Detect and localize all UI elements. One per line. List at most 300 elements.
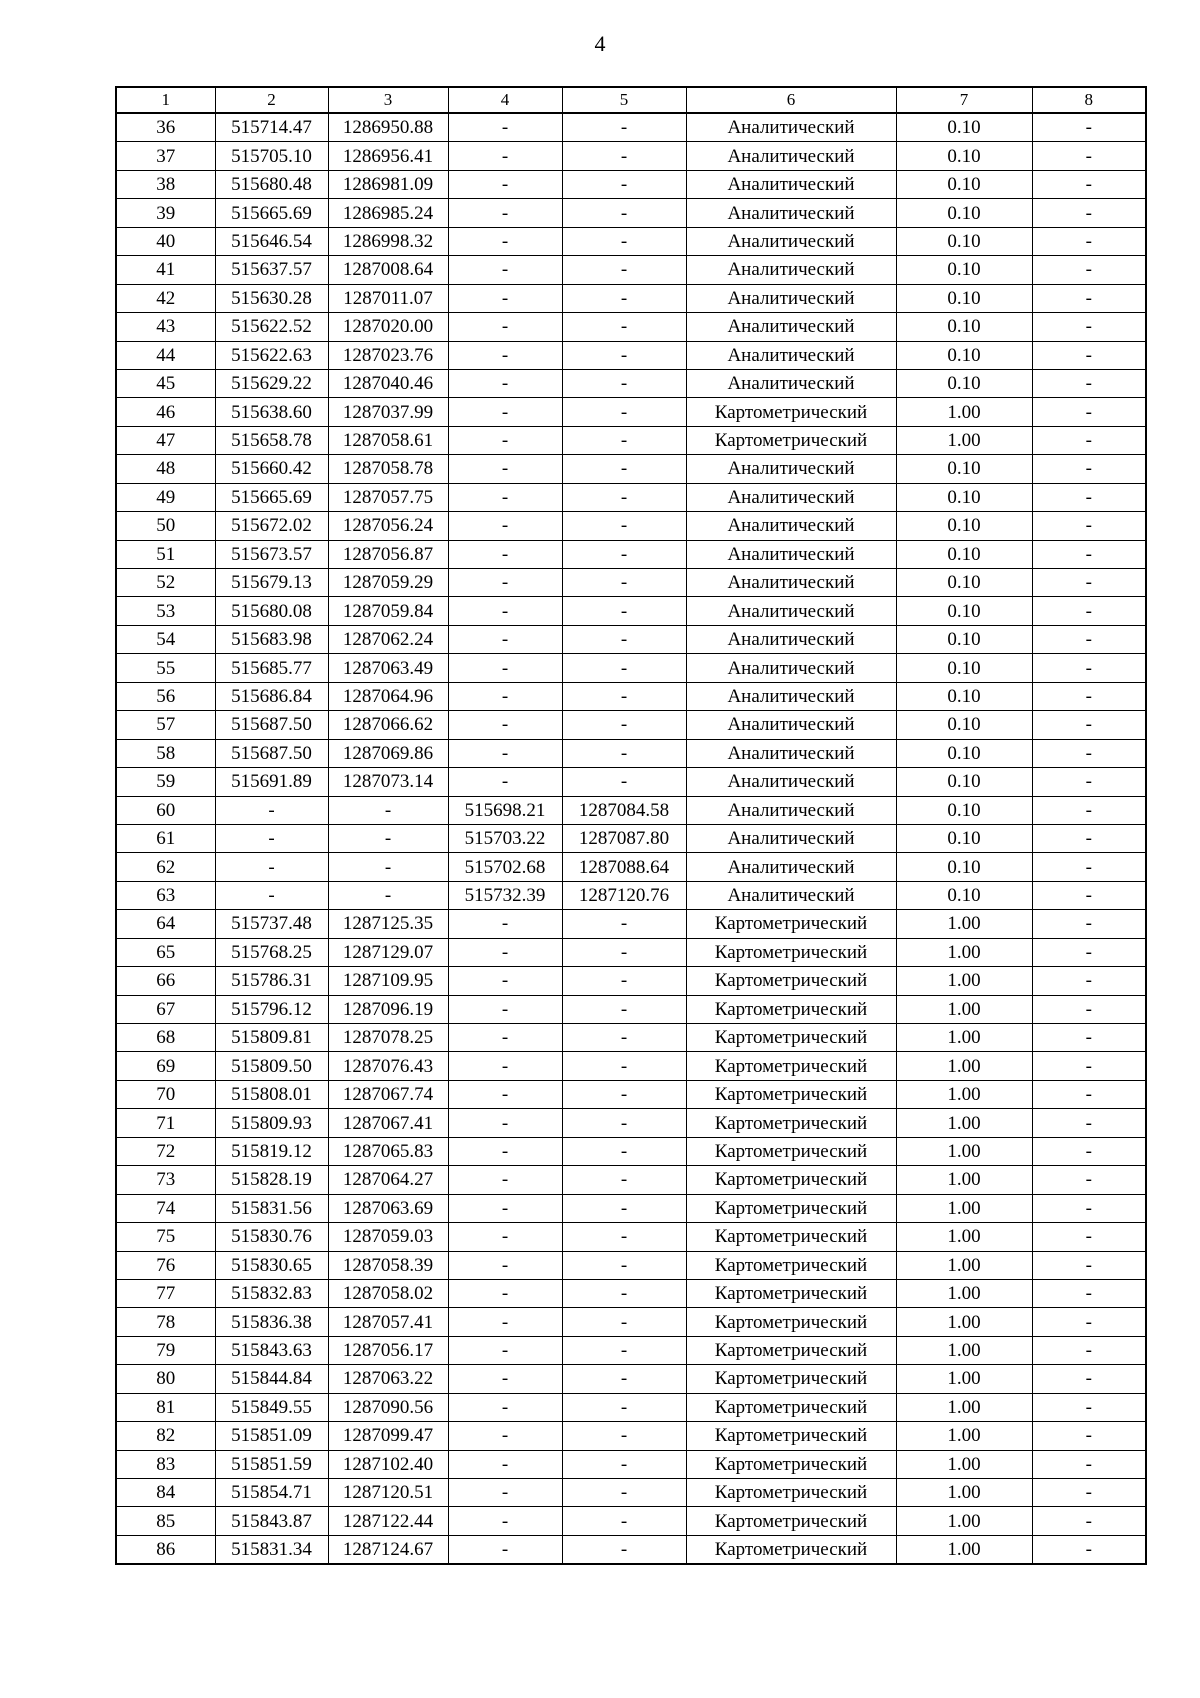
table-row	[116, 369, 1146, 397]
table-cell-col-8: -	[1032, 1166, 1146, 1194]
table-cell-col-4: -	[448, 483, 562, 511]
table-cell-col-1: 72	[116, 1137, 215, 1165]
table-cell-col-3: 1287124.67	[328, 1535, 448, 1564]
table-cell-col-7: 1.00	[896, 995, 1032, 1023]
table-cell-col-3: 1287020.00	[328, 313, 448, 341]
table-cell-col-8: -	[1032, 540, 1146, 568]
table-cell-col-2: 515809.81	[215, 1024, 328, 1052]
table-cell-col-8: -	[1032, 796, 1146, 824]
table-cell-col-1: 47	[116, 426, 215, 454]
table-cell-col-7: 0.10	[896, 625, 1032, 653]
table-cell-col-3: 1287064.96	[328, 682, 448, 710]
table-cell-col-1: 66	[116, 967, 215, 995]
table-cell-col-4: -	[448, 569, 562, 597]
table-cell-col-6: Картометрический	[686, 910, 896, 938]
table-row	[116, 1166, 1146, 1194]
table-cell-col-6: Аналитический	[686, 170, 896, 198]
table-cell-col-1: 75	[116, 1223, 215, 1251]
table-cell-col-5: -	[562, 1052, 686, 1080]
table-cell-col-8: -	[1032, 1024, 1146, 1052]
table-cell-col-5: -	[562, 1422, 686, 1450]
column-header-1: 1	[116, 87, 215, 113]
table-cell-col-3: 1286998.32	[328, 227, 448, 255]
table-cell-col-7: 0.10	[896, 853, 1032, 881]
table-cell-col-7: 0.10	[896, 796, 1032, 824]
table-cell-col-4: -	[448, 227, 562, 255]
table-row	[116, 142, 1146, 170]
table-cell-col-8: -	[1032, 398, 1146, 426]
table-cell-col-5: -	[562, 1479, 686, 1507]
table-cell-col-3: 1287063.49	[328, 654, 448, 682]
table-cell-col-4: -	[448, 512, 562, 540]
table-cell-col-7: 0.10	[896, 597, 1032, 625]
table-cell-col-6: Аналитический	[686, 113, 896, 142]
table-cell-col-7: 0.10	[896, 682, 1032, 710]
table-cell-col-5: -	[562, 938, 686, 966]
table-cell-col-7: 0.10	[896, 881, 1032, 909]
table-cell-col-2: -	[215, 853, 328, 881]
table-cell-col-7: 1.00	[896, 910, 1032, 938]
table-cell-col-7: 0.10	[896, 170, 1032, 198]
table-cell-col-8: -	[1032, 142, 1146, 170]
table-cell-col-5: -	[562, 1336, 686, 1364]
table-cell-col-8: -	[1032, 483, 1146, 511]
table-cell-col-2: -	[215, 881, 328, 909]
table-cell-col-6: Картометрический	[686, 1223, 896, 1251]
table-cell-col-2: 515629.22	[215, 369, 328, 397]
table-cell-col-4: -	[448, 1137, 562, 1165]
table-cell-col-5: -	[562, 512, 686, 540]
table-cell-col-6: Аналитический	[686, 313, 896, 341]
table-cell-col-3: 1287099.47	[328, 1422, 448, 1450]
table-cell-col-7: 0.10	[896, 227, 1032, 255]
table-cell-col-4: -	[448, 113, 562, 142]
table-cell-col-2: -	[215, 796, 328, 824]
table-cell-col-1: 85	[116, 1507, 215, 1535]
table-cell-col-1: 37	[116, 142, 215, 170]
table-cell-col-5: -	[562, 1251, 686, 1279]
table-cell-col-6: Картометрический	[686, 1279, 896, 1307]
table-cell-col-3: 1287066.62	[328, 711, 448, 739]
table-cell-col-5: -	[562, 768, 686, 796]
table-cell-col-6: Аналитический	[686, 256, 896, 284]
table-cell-col-4: 515703.22	[448, 824, 562, 852]
table-cell-col-3: 1287057.75	[328, 483, 448, 511]
table-cell-col-5: -	[562, 1279, 686, 1307]
table-cell-col-3: 1287063.22	[328, 1365, 448, 1393]
table-row	[116, 1109, 1146, 1137]
table-cell-col-2: 515680.08	[215, 597, 328, 625]
table-cell-col-1: 61	[116, 824, 215, 852]
table-cell-col-2: 515831.56	[215, 1194, 328, 1222]
table-cell-col-6: Картометрический	[686, 1507, 896, 1535]
table-cell-col-1: 81	[116, 1393, 215, 1421]
table-cell-col-6: Картометрический	[686, 398, 896, 426]
table-cell-col-3: 1287125.35	[328, 910, 448, 938]
table-cell-col-7: 1.00	[896, 1223, 1032, 1251]
table-cell-col-4: -	[448, 654, 562, 682]
table-cell-col-7: 0.10	[896, 569, 1032, 597]
table-row	[116, 1535, 1146, 1564]
table-cell-col-6: Аналитический	[686, 711, 896, 739]
table-row	[116, 1251, 1146, 1279]
table-cell-col-5: -	[562, 113, 686, 142]
table-cell-col-1: 36	[116, 113, 215, 142]
table-cell-col-5: 1287084.58	[562, 796, 686, 824]
table-row	[116, 625, 1146, 653]
table-cell-col-8: -	[1032, 1365, 1146, 1393]
table-cell-col-1: 40	[116, 227, 215, 255]
table-cell-col-7: 0.10	[896, 256, 1032, 284]
table-cell-col-4: -	[448, 1052, 562, 1080]
table-cell-col-2: 515828.19	[215, 1166, 328, 1194]
table-cell-col-2: 515622.52	[215, 313, 328, 341]
table-cell-col-7: 0.10	[896, 369, 1032, 397]
table-cell-col-4: -	[448, 995, 562, 1023]
table-cell-col-3: 1287056.17	[328, 1336, 448, 1364]
table-cell-col-4: -	[448, 625, 562, 653]
table-cell-col-1: 74	[116, 1194, 215, 1222]
table-cell-col-5: -	[562, 1024, 686, 1052]
table-cell-col-3: 1287058.78	[328, 455, 448, 483]
table-cell-col-2: 515658.78	[215, 426, 328, 454]
table-cell-col-3: 1287067.74	[328, 1080, 448, 1108]
table-cell-col-6: Аналитический	[686, 227, 896, 255]
table-cell-col-1: 49	[116, 483, 215, 511]
table-cell-col-3: 1287056.87	[328, 540, 448, 568]
table-cell-col-5: -	[562, 1194, 686, 1222]
table-cell-col-3: 1286950.88	[328, 113, 448, 142]
table-row	[116, 1365, 1146, 1393]
table-row	[116, 739, 1146, 767]
table-cell-col-1: 82	[116, 1422, 215, 1450]
table-row	[116, 170, 1146, 198]
table-row	[116, 1194, 1146, 1222]
table-cell-col-8: -	[1032, 227, 1146, 255]
table-row	[116, 796, 1146, 824]
table-cell-col-6: Аналитический	[686, 455, 896, 483]
table-cell-col-1: 46	[116, 398, 215, 426]
table-cell-col-8: -	[1032, 1137, 1146, 1165]
table-cell-col-5: -	[562, 341, 686, 369]
table-cell-col-7: 0.10	[896, 512, 1032, 540]
table-cell-col-6: Картометрический	[686, 426, 896, 454]
table-cell-col-7: 1.00	[896, 938, 1032, 966]
table-row	[116, 654, 1146, 682]
table-cell-col-2: 515679.13	[215, 569, 328, 597]
table-cell-col-6: Картометрический	[686, 1308, 896, 1336]
table-cell-col-4: -	[448, 455, 562, 483]
table-cell-col-1: 38	[116, 170, 215, 198]
table-cell-col-4: -	[448, 284, 562, 312]
table-cell-col-6: Аналитический	[686, 483, 896, 511]
table-cell-col-4: -	[448, 739, 562, 767]
table-cell-col-3: 1287056.24	[328, 512, 448, 540]
table-cell-col-7: 1.00	[896, 1109, 1032, 1137]
table-cell-col-2: 515844.84	[215, 1365, 328, 1393]
table-cell-col-3: 1287076.43	[328, 1052, 448, 1080]
table-cell-col-4: -	[448, 910, 562, 938]
table-cell-col-7: 1.00	[896, 1450, 1032, 1478]
table-cell-col-4: -	[448, 1080, 562, 1108]
table-cell-col-3: 1287122.44	[328, 1507, 448, 1535]
table-cell-col-8: -	[1032, 512, 1146, 540]
table-row	[116, 1308, 1146, 1336]
table-cell-col-1: 62	[116, 853, 215, 881]
table-cell-col-4: -	[448, 341, 562, 369]
column-header-4: 4	[448, 87, 562, 113]
table-cell-col-3: 1287058.02	[328, 1279, 448, 1307]
table-row	[116, 313, 1146, 341]
table-cell-col-8: -	[1032, 256, 1146, 284]
table-cell-col-1: 51	[116, 540, 215, 568]
table-cell-col-8: -	[1032, 1393, 1146, 1421]
table-cell-col-7: 1.00	[896, 1279, 1032, 1307]
table-cell-col-3: 1287078.25	[328, 1024, 448, 1052]
table-cell-col-2: 515809.93	[215, 1109, 328, 1137]
table-cell-col-1: 71	[116, 1109, 215, 1137]
table-row	[116, 1137, 1146, 1165]
table-cell-col-5: -	[562, 199, 686, 227]
table-cell-col-3: 1287120.51	[328, 1479, 448, 1507]
table-cell-col-6: Аналитический	[686, 824, 896, 852]
table-cell-col-1: 69	[116, 1052, 215, 1080]
table-cell-col-1: 54	[116, 625, 215, 653]
table-cell-col-6: Аналитический	[686, 881, 896, 909]
table-cell-col-8: -	[1032, 170, 1146, 198]
table-cell-col-7: 1.00	[896, 1137, 1032, 1165]
table-header	[116, 87, 1146, 113]
table-cell-col-6: Аналитический	[686, 625, 896, 653]
table-cell-col-5: -	[562, 1080, 686, 1108]
table-cell-col-4: -	[448, 369, 562, 397]
table-cell-col-1: 73	[116, 1166, 215, 1194]
table-cell-col-8: -	[1032, 824, 1146, 852]
table-row	[116, 1479, 1146, 1507]
table-cell-col-1: 41	[116, 256, 215, 284]
table-cell-col-3: 1287069.86	[328, 739, 448, 767]
table-cell-col-8: -	[1032, 1422, 1146, 1450]
table-row	[116, 995, 1146, 1023]
table-cell-col-8: -	[1032, 1507, 1146, 1535]
table-cell-col-4: -	[448, 1223, 562, 1251]
table-cell-col-8: -	[1032, 597, 1146, 625]
table-row	[116, 711, 1146, 739]
coordinates-table	[115, 86, 1147, 1565]
table-cell-col-4: -	[448, 313, 562, 341]
table-cell-col-7: 1.00	[896, 1535, 1032, 1564]
table-cell-col-5: -	[562, 625, 686, 653]
table-cell-col-8: -	[1032, 1223, 1146, 1251]
table-cell-col-1: 63	[116, 881, 215, 909]
header-row	[116, 87, 1146, 113]
table-row	[116, 682, 1146, 710]
table-cell-col-3: 1287090.56	[328, 1393, 448, 1421]
table-cell-col-8: -	[1032, 1279, 1146, 1307]
table-cell-col-5: -	[562, 682, 686, 710]
table-cell-col-8: -	[1032, 967, 1146, 995]
table-cell-col-3: 1287040.46	[328, 369, 448, 397]
table-cell-col-7: 1.00	[896, 1080, 1032, 1108]
table-cell-col-5: -	[562, 1393, 686, 1421]
table-cell-col-2: -	[215, 824, 328, 852]
table-cell-col-7: 1.00	[896, 1393, 1032, 1421]
table-cell-col-2: 515854.71	[215, 1479, 328, 1507]
table-cell-col-4: -	[448, 1535, 562, 1564]
table-cell-col-8: -	[1032, 455, 1146, 483]
table-cell-col-4: -	[448, 938, 562, 966]
table-cell-col-7: 1.00	[896, 1251, 1032, 1279]
table-cell-col-3: 1286981.09	[328, 170, 448, 198]
table-cell-col-2: 515672.02	[215, 512, 328, 540]
table-cell-col-2: 515830.76	[215, 1223, 328, 1251]
table-cell-col-5: -	[562, 426, 686, 454]
table-cell-col-8: -	[1032, 682, 1146, 710]
table-cell-col-3: 1287064.27	[328, 1166, 448, 1194]
table-row	[116, 938, 1146, 966]
table-cell-col-7: 0.10	[896, 739, 1032, 767]
table-row	[116, 1336, 1146, 1364]
table-cell-col-3: 1287057.41	[328, 1308, 448, 1336]
table-cell-col-6: Аналитический	[686, 540, 896, 568]
table-cell-col-6: Аналитический	[686, 199, 896, 227]
table-cell-col-7: 0.10	[896, 284, 1032, 312]
table-cell-col-6: Аналитический	[686, 142, 896, 170]
table-cell-col-3: 1287058.39	[328, 1251, 448, 1279]
table-cell-col-4: -	[448, 1479, 562, 1507]
table-cell-col-8: -	[1032, 654, 1146, 682]
table-cell-col-7: 0.10	[896, 824, 1032, 852]
table-cell-col-4: -	[448, 1336, 562, 1364]
table-row	[116, 512, 1146, 540]
table-cell-col-1: 55	[116, 654, 215, 682]
table-cell-col-2: 515851.09	[215, 1422, 328, 1450]
table-cell-col-2: 515768.25	[215, 938, 328, 966]
column-header-3: 3	[328, 87, 448, 113]
table-cell-col-7: 1.00	[896, 1365, 1032, 1393]
table-cell-col-7: 1.00	[896, 398, 1032, 426]
table-cell-col-5: -	[562, 540, 686, 568]
table-cell-col-1: 68	[116, 1024, 215, 1052]
table-row	[116, 881, 1146, 909]
table-cell-col-4: -	[448, 1166, 562, 1194]
table-cell-col-6: Картометрический	[686, 1166, 896, 1194]
table-cell-col-7: 0.10	[896, 142, 1032, 170]
table-cell-col-8: -	[1032, 284, 1146, 312]
table-cell-col-5: -	[562, 1535, 686, 1564]
table-cell-col-3: 1287073.14	[328, 768, 448, 796]
table-cell-col-1: 78	[116, 1308, 215, 1336]
table-cell-col-1: 39	[116, 199, 215, 227]
table-cell-col-5: -	[562, 170, 686, 198]
table-cell-col-6: Картометрический	[686, 1024, 896, 1052]
table-cell-col-4: 515732.39	[448, 881, 562, 909]
table-cell-col-5: -	[562, 455, 686, 483]
table-cell-col-8: -	[1032, 768, 1146, 796]
table-cell-col-1: 84	[116, 1479, 215, 1507]
table-cell-col-4: -	[448, 1450, 562, 1478]
table-row	[116, 1052, 1146, 1080]
table-cell-col-5: -	[562, 256, 686, 284]
table-cell-col-5: -	[562, 1109, 686, 1137]
table-row	[116, 256, 1146, 284]
table-row	[116, 540, 1146, 568]
table-cell-col-5: -	[562, 483, 686, 511]
table-cell-col-5: -	[562, 1137, 686, 1165]
table-cell-col-5: -	[562, 711, 686, 739]
table-cell-col-7: 1.00	[896, 1052, 1032, 1080]
table-cell-col-6: Картометрический	[686, 1365, 896, 1393]
table-cell-col-8: -	[1032, 1336, 1146, 1364]
column-header-5: 5	[562, 87, 686, 113]
table-cell-col-2: 515622.63	[215, 341, 328, 369]
table-cell-col-5: -	[562, 739, 686, 767]
table-cell-col-5: -	[562, 227, 686, 255]
table-cell-col-6: Картометрический	[686, 967, 896, 995]
table-cell-col-7: 1.00	[896, 1194, 1032, 1222]
table-cell-col-7: 1.00	[896, 1308, 1032, 1336]
table-cell-col-2: 515819.12	[215, 1137, 328, 1165]
table-cell-col-5: -	[562, 1365, 686, 1393]
table-cell-col-6: Аналитический	[686, 796, 896, 824]
table-cell-col-6: Аналитический	[686, 512, 896, 540]
table-cell-col-5: -	[562, 313, 686, 341]
table-cell-col-1: 45	[116, 369, 215, 397]
table-cell-col-2: 515796.12	[215, 995, 328, 1023]
table-cell-col-2: 515843.63	[215, 1336, 328, 1364]
table-cell-col-2: 515687.50	[215, 739, 328, 767]
table-cell-col-8: -	[1032, 853, 1146, 881]
table-cell-col-4: -	[448, 170, 562, 198]
table-cell-col-8: -	[1032, 1535, 1146, 1564]
table-cell-col-8: -	[1032, 1109, 1146, 1137]
table-row	[116, 113, 1146, 142]
table-cell-col-3: 1287109.95	[328, 967, 448, 995]
table-row	[116, 569, 1146, 597]
table-cell-col-6: Картометрический	[686, 1052, 896, 1080]
table-row	[116, 1223, 1146, 1251]
table-cell-col-3: 1287059.29	[328, 569, 448, 597]
table-row	[116, 1507, 1146, 1535]
table-cell-col-5: -	[562, 398, 686, 426]
table-cell-col-6: Картометрический	[686, 1450, 896, 1478]
table-cell-col-5: -	[562, 1223, 686, 1251]
table-cell-col-7: 1.00	[896, 1024, 1032, 1052]
table-cell-col-2: 515665.69	[215, 199, 328, 227]
column-header-8: 8	[1032, 87, 1146, 113]
table-cell-col-4: -	[448, 1507, 562, 1535]
table-cell-col-6: Аналитический	[686, 853, 896, 881]
table-cell-col-8: -	[1032, 625, 1146, 653]
table-cell-col-2: 515809.50	[215, 1052, 328, 1080]
table-cell-col-5: -	[562, 995, 686, 1023]
table-cell-col-3: 1287037.99	[328, 398, 448, 426]
table-cell-col-4: -	[448, 1251, 562, 1279]
table-cell-col-1: 52	[116, 569, 215, 597]
table-cell-col-1: 80	[116, 1365, 215, 1393]
table-cell-col-3: 1287011.07	[328, 284, 448, 312]
table-cell-col-5: -	[562, 1308, 686, 1336]
column-header-7: 7	[896, 87, 1032, 113]
table-cell-col-3: -	[328, 824, 448, 852]
table-cell-col-8: -	[1032, 881, 1146, 909]
table-cell-col-8: -	[1032, 341, 1146, 369]
table-cell-col-5: -	[562, 142, 686, 170]
table-cell-col-7: 1.00	[896, 1507, 1032, 1535]
table-cell-col-1: 60	[116, 796, 215, 824]
table-cell-col-8: -	[1032, 938, 1146, 966]
table-cell-col-8: -	[1032, 199, 1146, 227]
